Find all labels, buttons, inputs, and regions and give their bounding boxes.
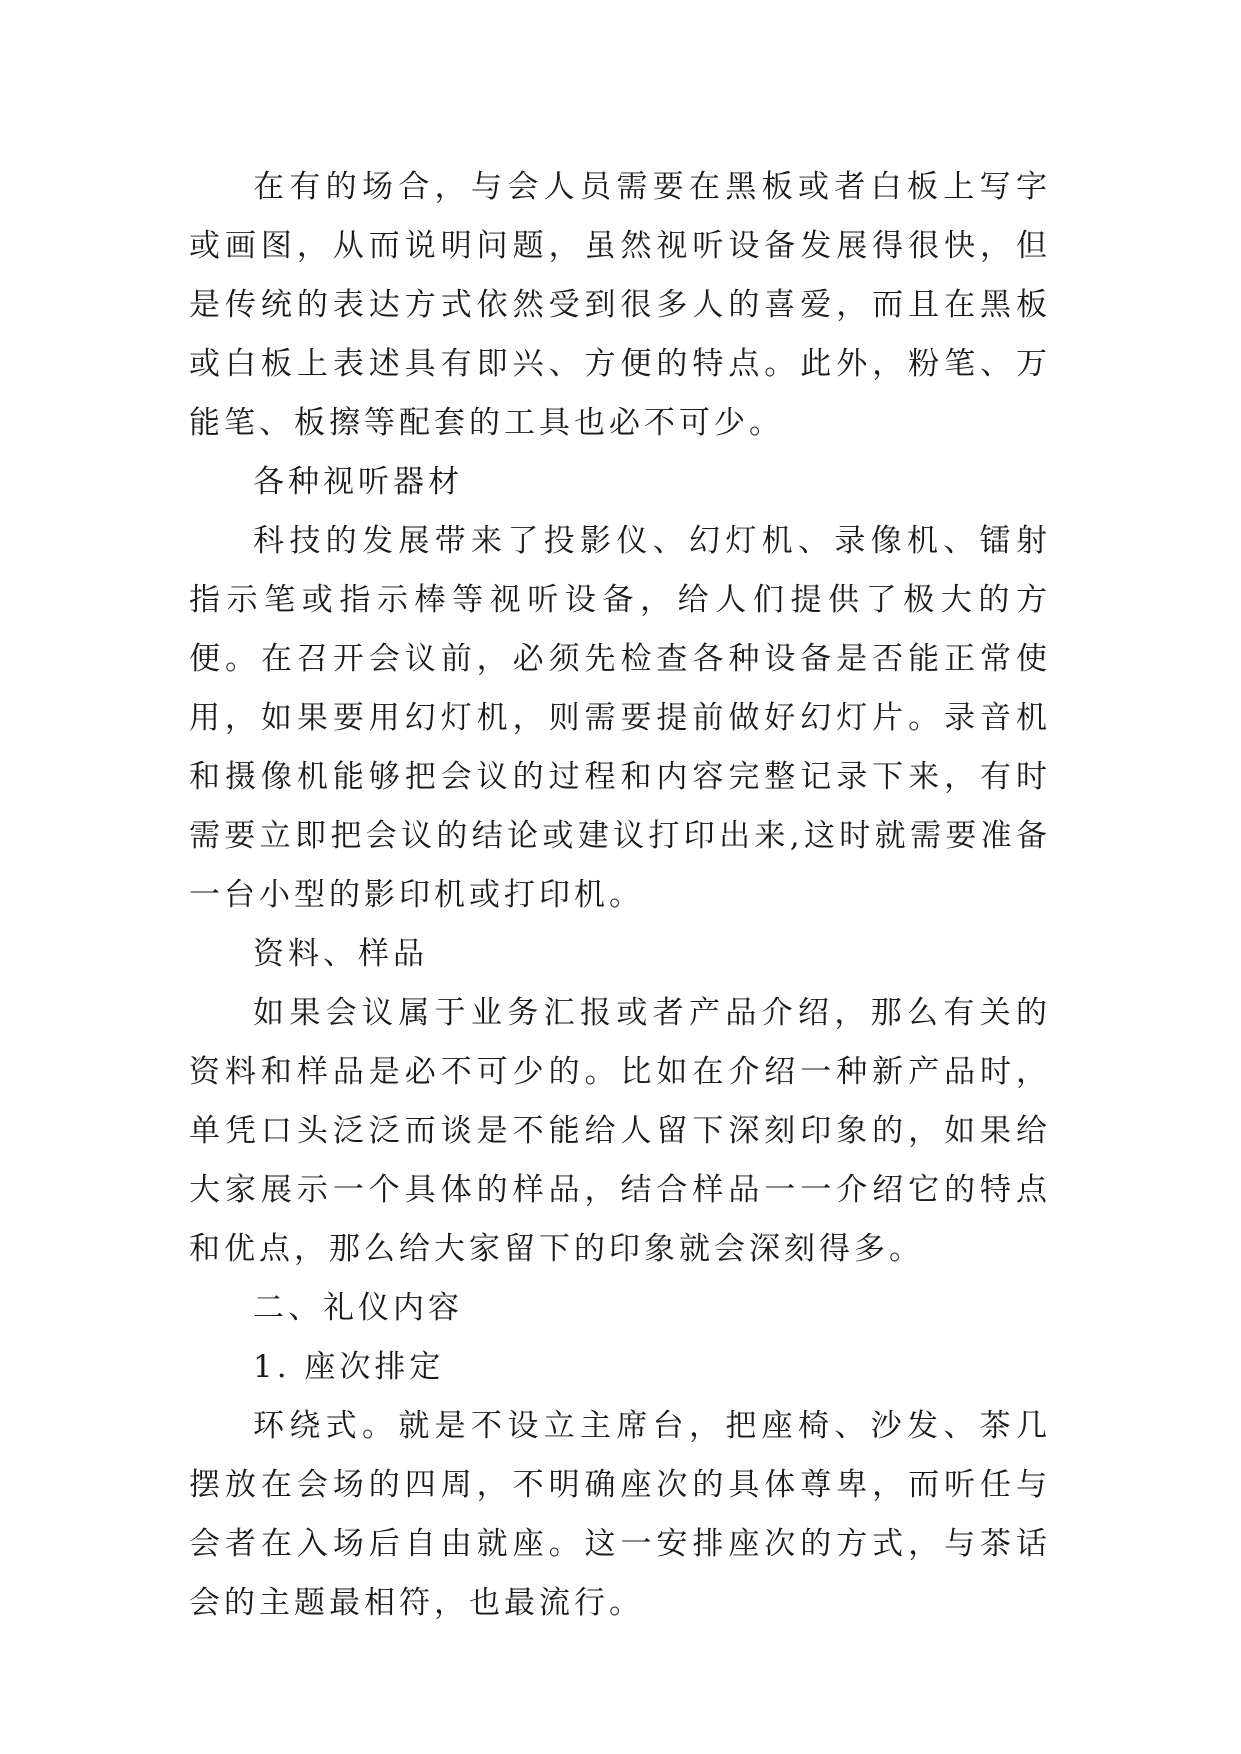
paragraph-surround-seating: 环绕式。就是不设立主席台，把座椅、沙发、茶几摆放在会场的四周，不明确座次的具体尊卑，而听任与会者在入场后自由就座。这一安排座次的方式，与茶话会的主题最相符，也最流行。	[189, 1408, 1051, 1621]
heading-etiquette-content: 二、礼仪内容	[253, 1290, 463, 1326]
heading-seating-arrangement: 1. 座次排定	[253, 1349, 445, 1385]
paragraph-av-equipment: 科技的发展带来了投影仪、幻灯机、录像机、镭射指示笔或指示棒等视听设备，给人们提供了极大的方便。在召开会议前，必须先检查各种设备是否能正常使用，如果要用幻灯机，则需要提前做好幻灯片。录音机和摄像机能够把会议的过程和内容完整记录下来，有时需要立即把会议的结论或建议打印出来,这时就需要准备一台小型的影印机或打印机。	[189, 523, 1051, 913]
paragraph-materials-samples: 如果会议属于业务汇报或者产品介绍，那么有关的资料和样品是必不可少的。比如在介绍一种新产品时，单凭口头泛泛而谈是不能给人留下深刻印象的，如果给大家展示一个具体的样品，结合样品一一介绍它的特点和优点，那么给大家留下的印象就会深刻得多。	[189, 995, 1051, 1267]
heading-materials-samples: 资料、样品	[253, 936, 428, 972]
heading-av-equipment: 各种视听器材	[253, 464, 463, 500]
paragraph-blackboard: 在有的场合，与会人员需要在黑板或者白板上写字或画图，从而说明问题，虽然视听设备发展得很快，但是传统的表达方式依然受到很多人的喜爱，而且在黑板或白板上表述具有即兴、方便的特点。此外，粉笔、万能笔、板擦等配套的工具也必不可少。	[189, 169, 1051, 441]
document-body	[189, 158, 1051, 1633]
